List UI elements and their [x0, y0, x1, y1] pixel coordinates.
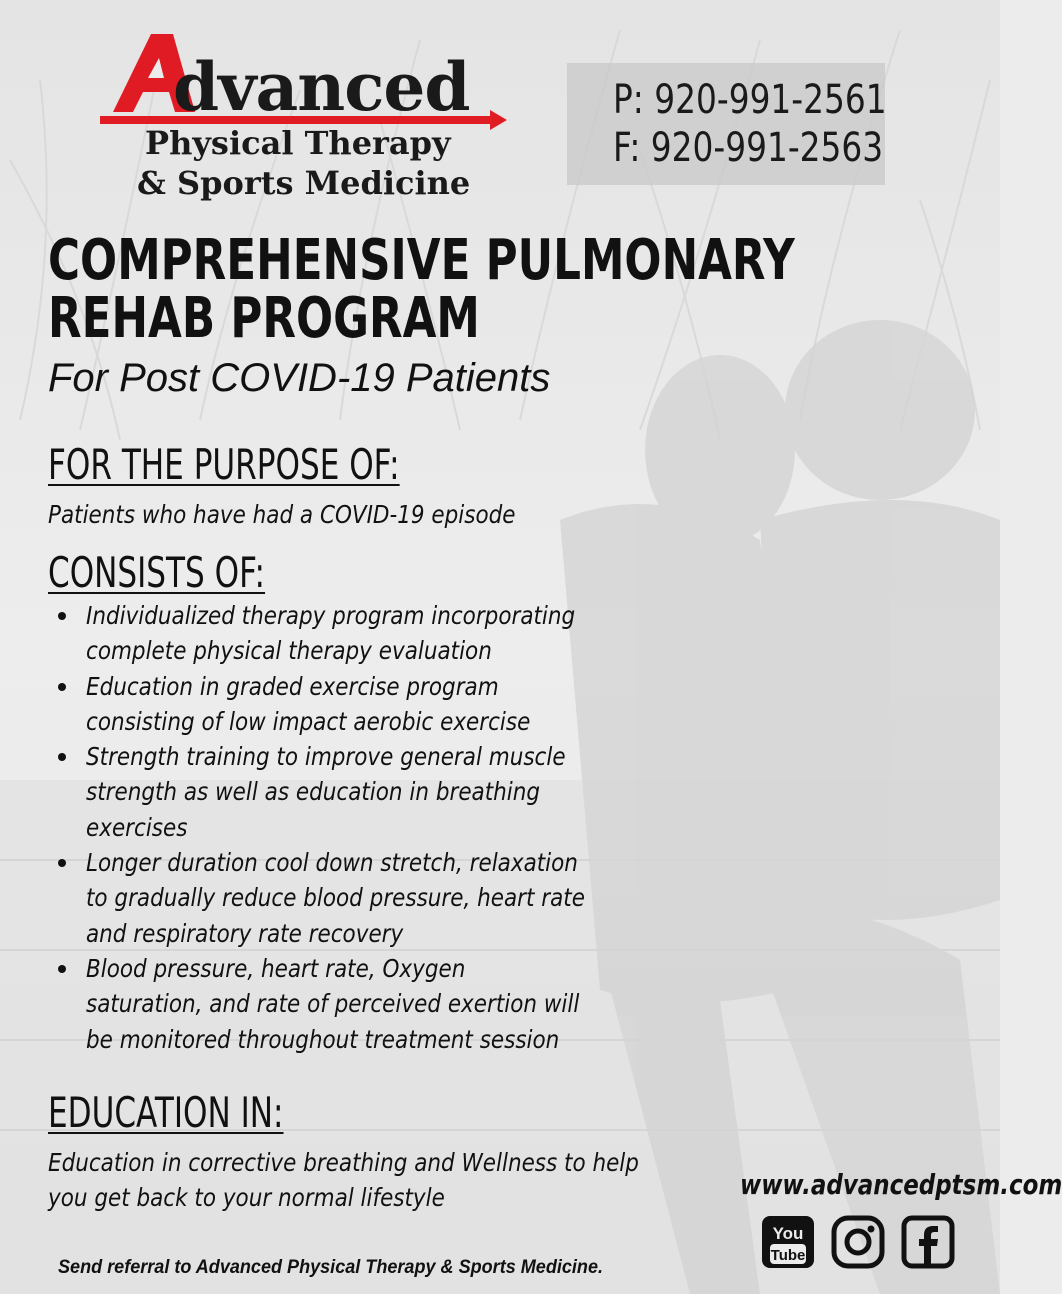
- consists-list: [58, 598, 658, 1057]
- list-item: Blood pressure, heart rate, Oxygen saturation, and rate of perceived exertion will be monitored throughout treatment session: [58, 951, 658, 1057]
- bullet-icon: [58, 612, 66, 620]
- company-logo: [95, 30, 515, 210]
- education-text-1: Education in corrective breathing and Wellness to help: [48, 1148, 639, 1177]
- purpose-text: Patients who have had a COVID-19 episode: [48, 500, 516, 529]
- referral-note: Send referral to Advanced Physical Therapy & Sports Medicine.: [58, 1257, 604, 1278]
- page-title: [48, 228, 795, 351]
- youtube-label-bottom: Tube: [770, 1247, 806, 1264]
- bullet-icon: [58, 753, 66, 761]
- contact-box: [567, 63, 885, 185]
- list-item: Education in graded exercise program consisting of low impact aerobic exercise: [58, 669, 658, 740]
- instagram-icon[interactable]: [830, 1214, 886, 1270]
- bullet-icon: [58, 965, 66, 973]
- title-line-2: REHAB PROGRAM: [48, 286, 480, 351]
- purpose-heading: FOR THE PURPOSE OF:: [48, 440, 400, 489]
- youtube-label-top: You: [772, 1224, 804, 1243]
- education-text-2: you get back to your normal lifestyle: [48, 1183, 445, 1212]
- page-subtitle: For Post COVID-19 Patients: [48, 356, 551, 400]
- list-item: Individualized therapy program incorporating complete physical therapy evaluation: [58, 598, 658, 669]
- consists-heading: CONSISTS OF:: [48, 548, 266, 597]
- logo-word: dvanced: [173, 48, 470, 126]
- phone-number[interactable]: P: 920-991-2561: [613, 77, 887, 123]
- logo-tagline-2: & Sports Medicine: [137, 164, 471, 202]
- bullet-icon: [58, 859, 66, 867]
- website-link[interactable]: www.advancedptsm.com: [740, 1168, 1062, 1201]
- list-item: Longer duration cool down stretch, relaxation to gradually reduce blood pressure, heart rate and respiratory rate recovery: [58, 845, 658, 951]
- education-heading: EDUCATION IN:: [48, 1088, 284, 1137]
- logo-tagline-1: Physical Therapy: [145, 124, 451, 162]
- facebook-icon[interactable]: [900, 1214, 956, 1270]
- bullet-icon: [58, 683, 66, 691]
- youtube-icon[interactable]: [760, 1214, 816, 1270]
- title-line-1: COMPREHENSIVE PULMONARY: [48, 228, 795, 293]
- list-item: Strength training to improve general muscle strength as well as education in breathing exercises: [58, 739, 658, 845]
- fax-number: F: 920-991-2563: [613, 125, 884, 171]
